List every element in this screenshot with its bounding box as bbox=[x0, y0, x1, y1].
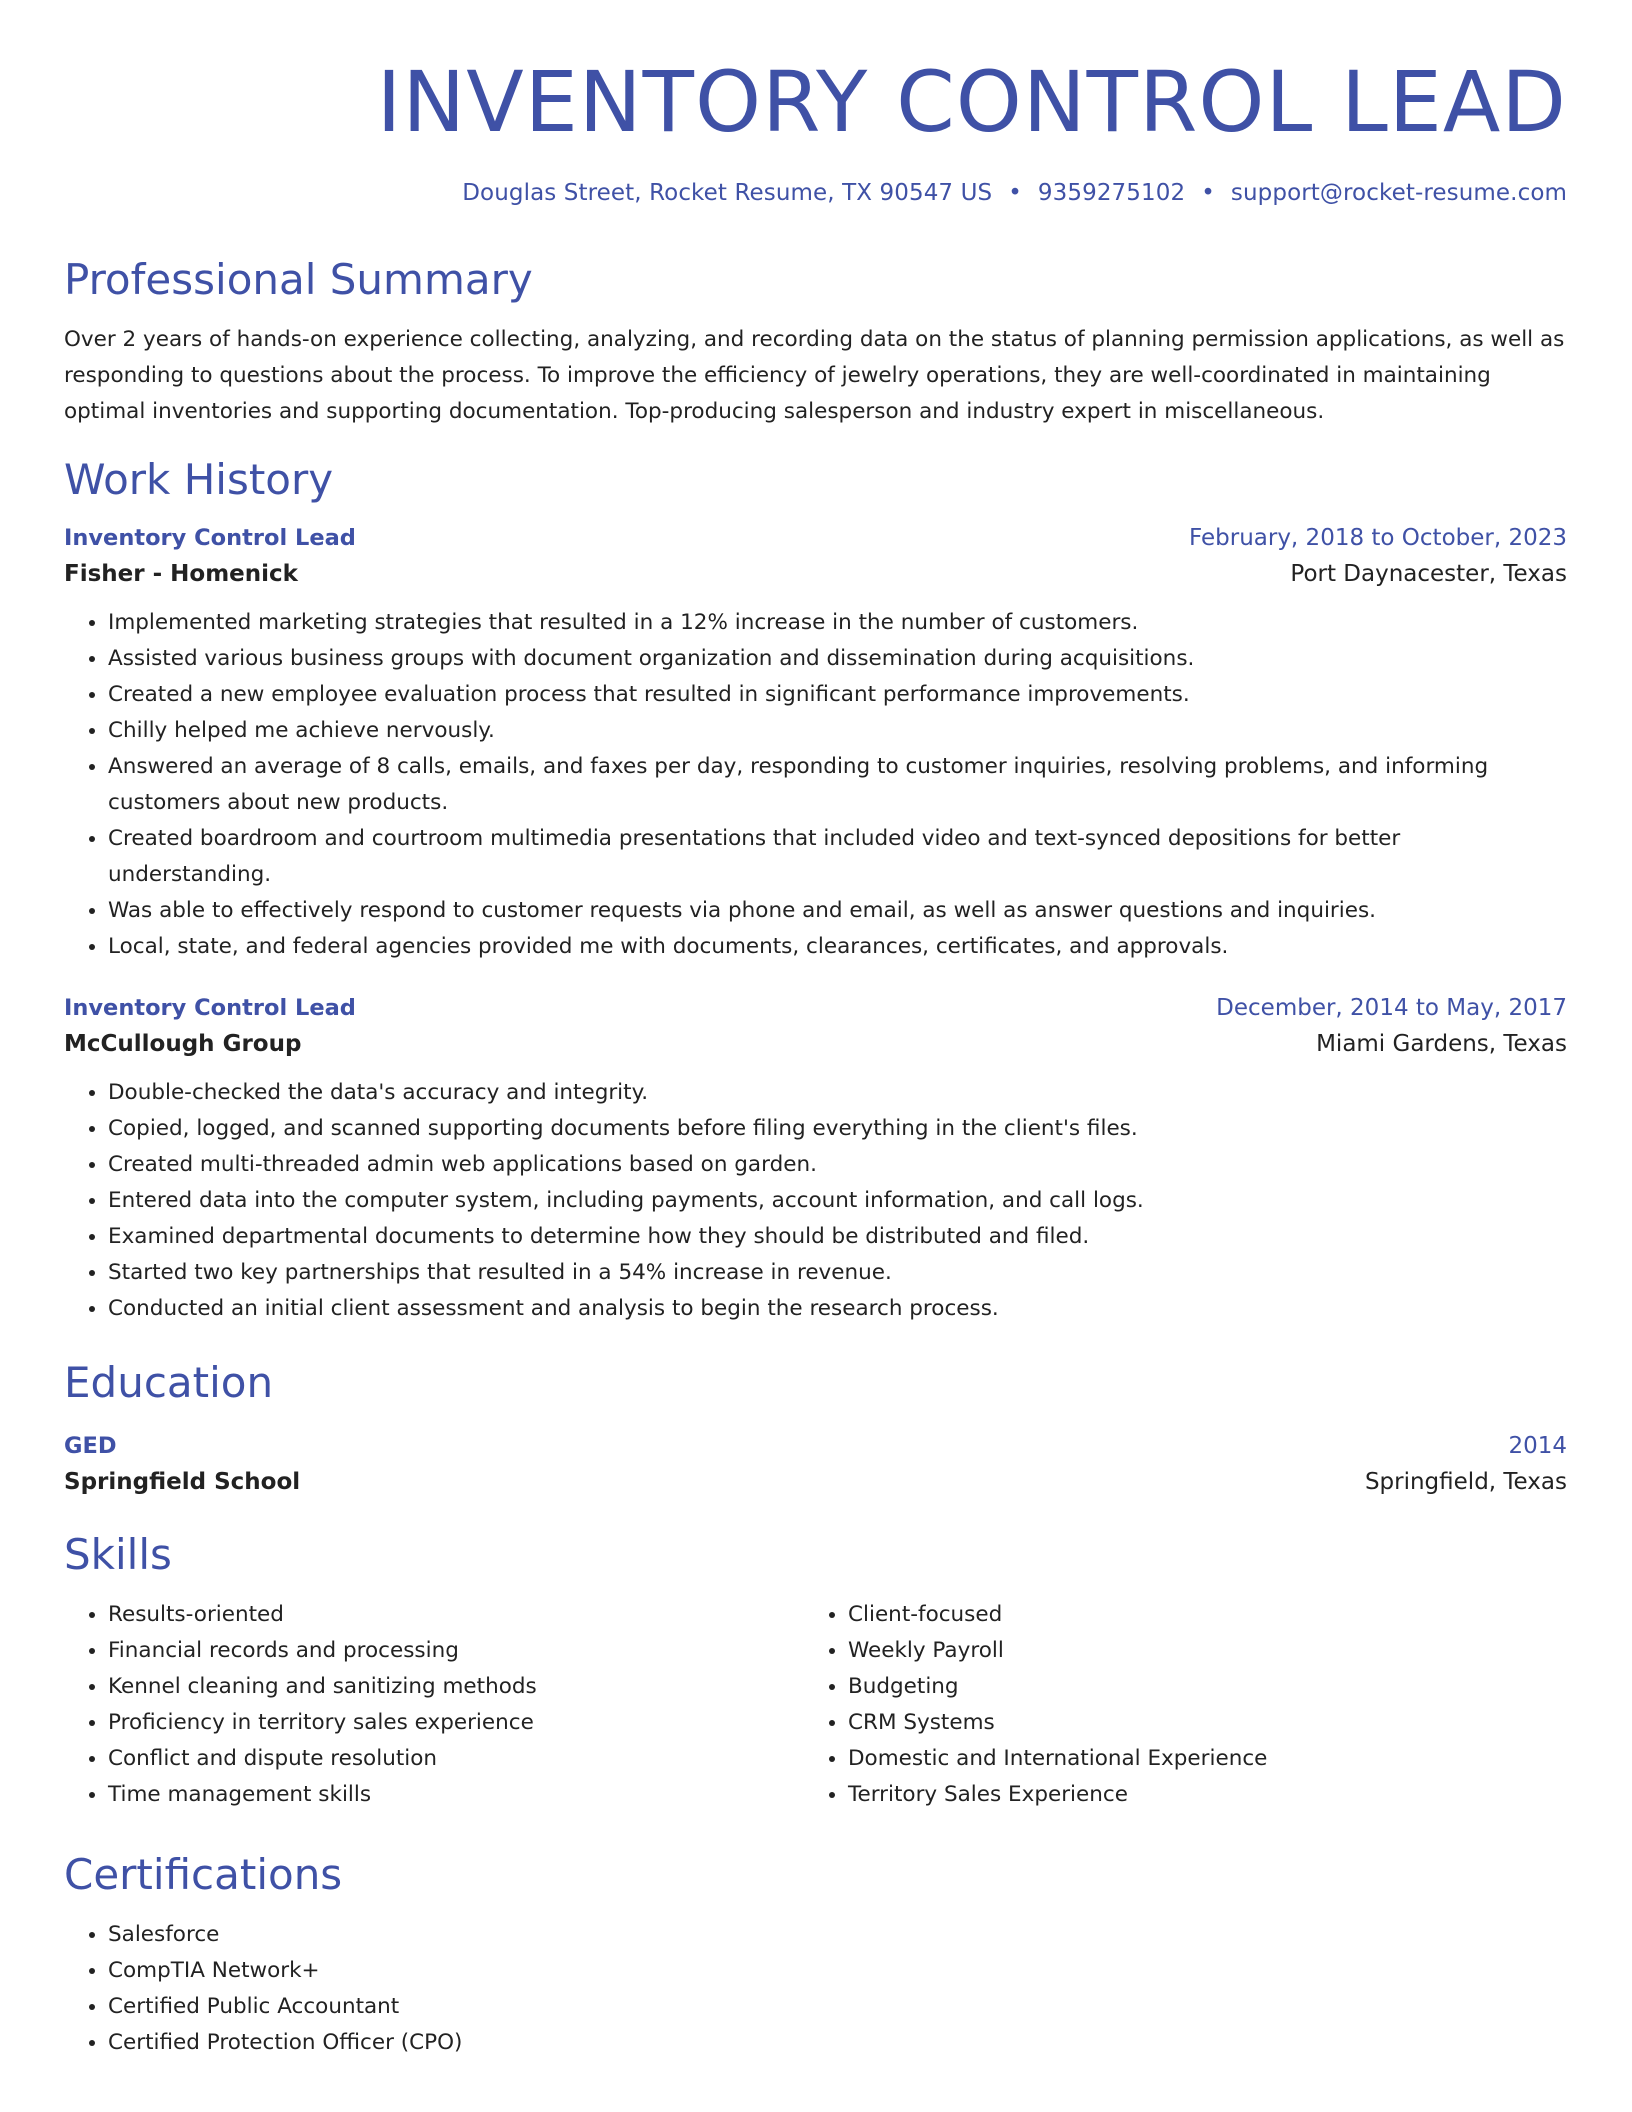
contact-separator: • bbox=[1201, 180, 1215, 206]
job-bullet: • Created boardroom and courtroom multimedia presentations that included video and text-synced depositions for better understanding. bbox=[108, 821, 1567, 893]
job-dates: February, 2018 to October, 2023 bbox=[1189, 524, 1567, 551]
contact-separator: • bbox=[1008, 180, 1022, 206]
certification-item: • Certified Protection Officer (CPO) bbox=[108, 2025, 1567, 2061]
contact-line bbox=[64, 180, 1567, 206]
certification-item: • Certified Public Accountant bbox=[108, 1989, 1567, 2025]
contact-phone: 9359275102 bbox=[1037, 180, 1186, 206]
skills-heading: Skills bbox=[64, 1529, 172, 1579]
job-entry bbox=[64, 995, 1567, 1327]
job-bullet: • Double-checked the data's accuracy and integrity. bbox=[108, 1075, 1567, 1111]
job-bullet: • Entered data into the computer system, including payments, account information, and call logs. bbox=[108, 1183, 1567, 1219]
job-bullet: • Created multi-threaded admin web applications based on garden. bbox=[108, 1147, 1567, 1183]
education-entry bbox=[64, 1433, 1567, 1495]
job-bullet: • Implemented marketing strategies that resulted in a 12% increase in the number of customers. bbox=[108, 605, 1567, 641]
skill-item: • Domestic and International Experience bbox=[848, 1741, 1267, 1777]
job-location: Port Daynacester, Texas bbox=[1290, 560, 1567, 587]
skill-item: • Client-focused bbox=[848, 1597, 1267, 1633]
contact-address: Douglas Street, Rocket Resume, TX 90547 US bbox=[462, 180, 993, 206]
job-company: Fisher - Homenick bbox=[64, 560, 298, 587]
education-location: Springfield, Texas bbox=[1364, 1468, 1567, 1495]
job-bullet: • Chilly helped me achieve nervously. bbox=[108, 713, 1567, 749]
skill-item: • Results-oriented bbox=[108, 1597, 804, 1633]
job-bullet: • Was able to effectively respond to customer requests via phone and email, as well as answer questions and inquiries. bbox=[108, 893, 1567, 929]
skill-item: • Kennel cleaning and sanitizing methods bbox=[108, 1669, 804, 1705]
job-bullets bbox=[64, 1075, 1567, 1327]
job-company: McCullough Group bbox=[64, 1030, 302, 1057]
certification-item: • CompTIA Network+ bbox=[108, 1953, 1567, 1989]
skill-item: • Budgeting bbox=[848, 1669, 1267, 1705]
work-history-heading: Work History bbox=[64, 455, 334, 505]
job-bullet: • Assisted various business groups with document organization and dissemination during acquisitions. bbox=[108, 641, 1567, 677]
summary-text: Over 2 years of hands-on experience collecting, analyzing, and recording data on the status of planning permission applications, as well as responding to questions about the process. To improve the efficiency of jewelry operations, they are well-coordinated in maintaining optimal inventories and supporting documentation. Top-producing salesperson and industry expert in miscellaneous. bbox=[64, 327, 1565, 425]
skill-item: • CRM Systems bbox=[848, 1705, 1267, 1741]
resume-header bbox=[64, 53, 1567, 206]
education-heading: Education bbox=[64, 1357, 274, 1407]
job-bullets bbox=[64, 605, 1567, 965]
contact-email: support@rocket-resume.com bbox=[1230, 180, 1567, 206]
job-role: Inventory Control Lead bbox=[64, 994, 356, 1021]
certification-item: • Salesforce bbox=[108, 1917, 1567, 1953]
job-bullet: • Conducted an initial client assessment and analysis to begin the research process. bbox=[108, 1291, 1567, 1327]
job-location: Miami Gardens, Texas bbox=[1316, 1030, 1567, 1057]
summary-heading: Professional Summary bbox=[64, 255, 533, 304]
education-degree: GED bbox=[64, 1432, 117, 1459]
skill-item: • Time management skills bbox=[108, 1777, 804, 1813]
certifications-heading: Certifications bbox=[64, 1850, 343, 1900]
job-entry bbox=[64, 525, 1567, 965]
skills-columns bbox=[64, 1597, 1567, 1813]
skill-item: • Weekly Payroll bbox=[848, 1633, 1267, 1669]
skills-list-right bbox=[804, 1597, 1267, 1813]
skills-list-left bbox=[64, 1597, 804, 1813]
candidate-title: INVENTORY CONTROL LEAD bbox=[376, 53, 1567, 151]
education-school: Springfield School bbox=[64, 1468, 301, 1495]
job-bullet: • Created a new employee evaluation process that resulted in significant performance improvements. bbox=[108, 677, 1567, 713]
education-year: 2014 bbox=[1508, 1432, 1567, 1459]
job-dates: December, 2014 to May, 2017 bbox=[1216, 994, 1567, 1021]
job-role: Inventory Control Lead bbox=[64, 524, 356, 551]
job-bullet: • Answered an average of 8 calls, emails, and faxes per day, responding to customer inquiries, resolving problems, and informing customers about new products. bbox=[108, 749, 1567, 821]
skill-item: • Conflict and dispute resolution bbox=[108, 1741, 804, 1777]
job-bullet: • Started two key partnerships that resulted in a 54% increase in revenue. bbox=[108, 1255, 1567, 1291]
skill-item: • Territory Sales Experience bbox=[848, 1777, 1267, 1813]
job-bullet: • Local, state, and federal agencies provided me with documents, clearances, certificates, and approvals. bbox=[108, 929, 1567, 965]
certifications-list bbox=[64, 1917, 1567, 2061]
skill-item: • Financial records and processing bbox=[108, 1633, 804, 1669]
job-bullet: • Examined departmental documents to determine how they should be distributed and filed. bbox=[108, 1219, 1567, 1255]
job-bullet: • Copied, logged, and scanned supporting documents before filing everything in the client's files. bbox=[108, 1111, 1567, 1147]
skill-item: • Proficiency in territory sales experience bbox=[108, 1705, 804, 1741]
